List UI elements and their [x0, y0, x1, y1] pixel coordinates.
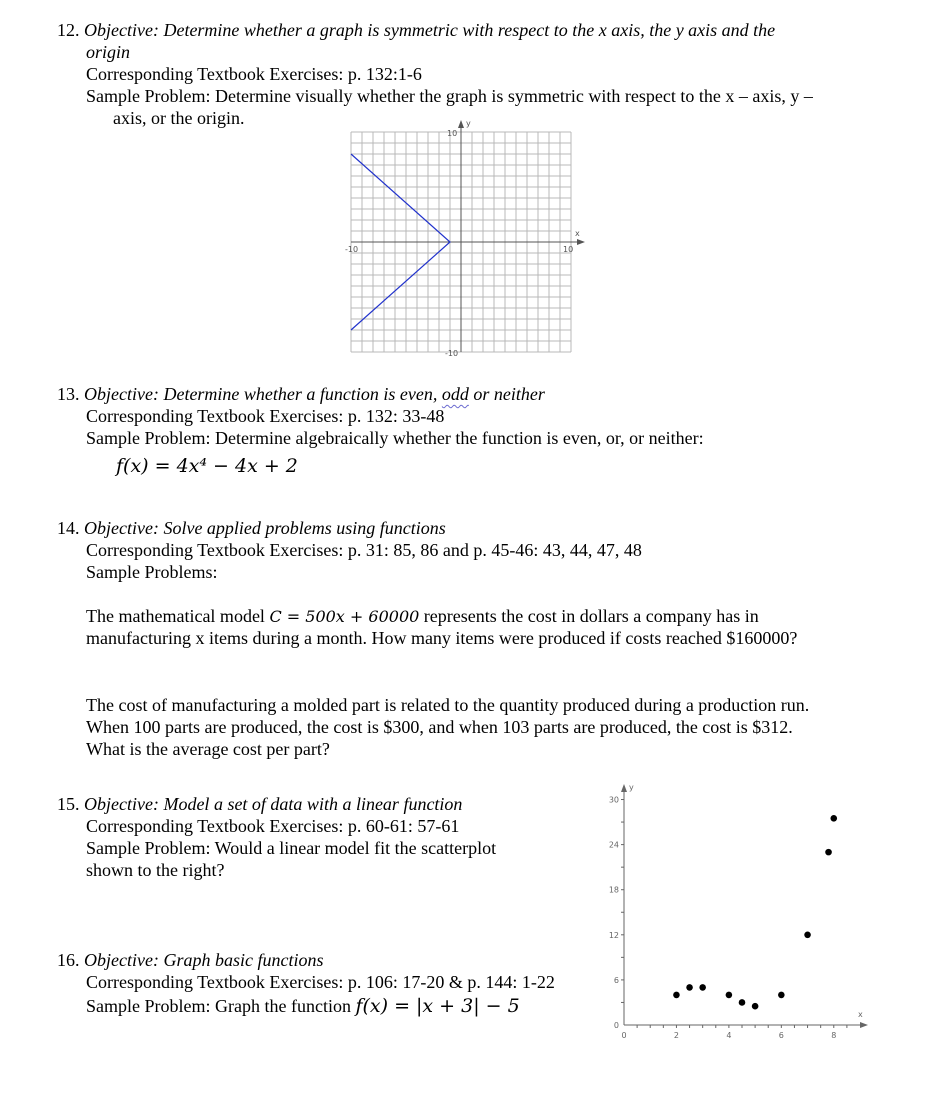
data-point — [686, 984, 693, 991]
objective-prefix: Objective: — [84, 384, 164, 404]
item-number: 13. — [57, 384, 80, 404]
item-16 — [57, 949, 323, 971]
symmetry-graph — [330, 118, 590, 358]
objective-text: Determine whether a graph is symmetric with respect to the x axis, the y axis and the — [163, 20, 776, 40]
y-tick-label: 6 — [613, 975, 619, 985]
data-point — [830, 815, 837, 822]
y-tick-label: 24 — [608, 840, 619, 850]
y-axis-arrow — [458, 120, 464, 128]
x-tick-label: 4 — [726, 1031, 732, 1040]
sample-problem-text: Sample Problem: Determine algebraically whether the function is even, or, or neither: — [86, 428, 704, 448]
item-number: 12. — [57, 20, 80, 40]
data-point — [752, 1003, 759, 1010]
objective-prefix: Objective: — [84, 794, 164, 814]
data-point — [699, 984, 706, 991]
problem-2-line-3: What is the average cost per part? — [86, 739, 330, 759]
y-axis-label: y — [629, 783, 634, 792]
x-axis-label: x — [575, 229, 580, 238]
data-point — [804, 932, 811, 939]
scatterplot — [596, 780, 876, 1050]
y-tick-label: 12 — [608, 930, 619, 940]
y-tick-label: 0 — [613, 1021, 619, 1030]
data-point — [673, 992, 680, 999]
sample-problem-text-continued: shown to the right? — [86, 860, 225, 880]
x-axis-arrow — [860, 1022, 868, 1028]
cost-model: C = 500x + 60000 — [269, 607, 420, 626]
data-point — [726, 992, 733, 999]
item-number: 14. — [57, 518, 80, 538]
x-tick-label: 6 — [778, 1031, 784, 1040]
y-axis-arrow — [621, 784, 627, 792]
x-tick-label: 8 — [831, 1031, 837, 1040]
problem-1-line-1 — [86, 605, 759, 628]
sample-problem-text-continued: axis, or the origin. — [113, 108, 245, 128]
exercises-text: Corresponding Textbook Exercises: p. 132: 33-48 — [86, 406, 445, 426]
objective-text: Model a set of data with a linear function — [163, 794, 463, 814]
objective-text-end: or neither — [468, 384, 545, 404]
y-tick-label: 18 — [608, 885, 619, 895]
data-point — [739, 999, 746, 1006]
x-tick-label: 0 — [621, 1031, 627, 1040]
x-axis-label: x — [858, 1010, 863, 1019]
objective-text: Graph basic functions — [163, 950, 324, 970]
data-point — [778, 992, 785, 999]
y-tick-label: 30 — [608, 795, 619, 805]
objective-prefix: Objective: — [84, 518, 164, 538]
problem-1-text: The mathematical model — [86, 606, 270, 626]
sample-problem-text: Sample Problem: Would a linear model fit the scatterplot — [86, 838, 497, 858]
y-max-label: 10 — [447, 129, 458, 138]
x-max-label: 10 — [563, 245, 574, 254]
problem-2-line-1: The cost of manufacturing a molded part is related to the quantity produced during a production run. — [86, 695, 810, 715]
y-min-label: -10 — [445, 349, 459, 358]
problem-2-line-2: When 100 parts are produced, the cost is $300, and when 103 parts are produced, the cost is $312. — [86, 717, 793, 737]
sample-problem-text: Sample Problem: Graph the function — [86, 996, 356, 1016]
item-15 — [57, 793, 462, 815]
sample-problem-text: Sample Problem: Determine visually whether the graph is symmetric with respect to the x – axis, y – — [86, 86, 813, 106]
exercises-text: Corresponding Textbook Exercises: p. 31: 85, 86 and p. 45-46: 43, 44, 47, 48 — [86, 540, 642, 560]
x-min-label: -10 — [345, 245, 359, 254]
objective-text: Solve applied problems using functions — [163, 518, 446, 538]
y-axis-label: y — [466, 119, 471, 128]
x-axis-arrow — [577, 239, 585, 245]
item-14 — [57, 517, 446, 539]
exercises-text: Corresponding Textbook Exercises: p. 132:1-6 — [86, 64, 422, 84]
objective-text: Determine whether a function is even, — [163, 384, 442, 404]
exercises-text: Corresponding Textbook Exercises: p. 106: 17-20 & p. 144: 1-22 — [86, 972, 555, 992]
data-point — [825, 849, 832, 856]
objective-text-odd: odd — [441, 384, 469, 404]
objective-text-continued: origin — [86, 42, 131, 62]
problem-1-text-end: represents the cost in dollars a company has in — [419, 606, 759, 626]
equation: f(x) = |x + 3| − 5 — [355, 995, 520, 1017]
sample-problems-label: Sample Problems: — [86, 562, 218, 582]
exercises-text: Corresponding Textbook Exercises: p. 60-61: 57-61 — [86, 816, 460, 836]
objective-prefix: Objective: — [84, 950, 164, 970]
item-13 — [57, 383, 545, 405]
item-number: 16. — [57, 950, 80, 970]
objective-prefix: Objective: — [84, 20, 164, 40]
sample-problem-line — [86, 995, 520, 1017]
equation: f(x) = 4x⁴ − 4x + 2 — [116, 455, 298, 477]
item-12 — [57, 19, 775, 41]
item-number: 15. — [57, 794, 80, 814]
x-tick-label: 2 — [673, 1031, 679, 1040]
problem-1-line-2: manufacturing x items during a month. How many items were produced if costs reached $160000? — [86, 628, 798, 648]
